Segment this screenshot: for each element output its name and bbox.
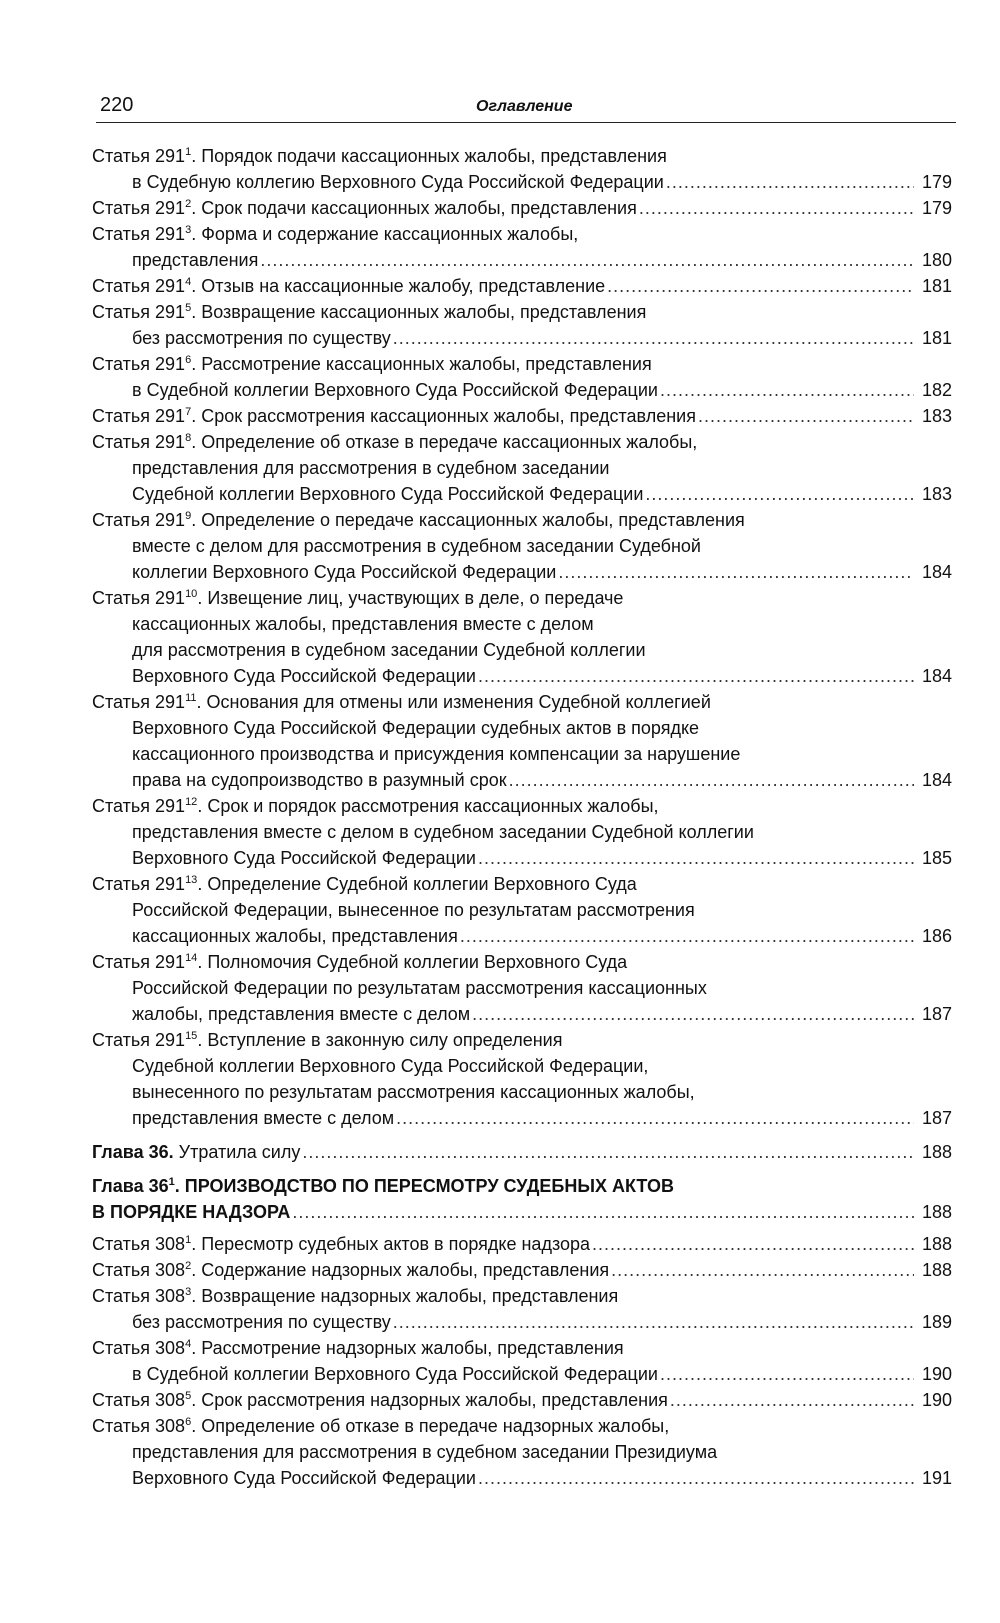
page-ref: 181 (921, 276, 952, 296)
article-title-line: Верховного Суда Российской Федерации судебных актов в порядке (132, 718, 700, 738)
article-sup: 4 (185, 276, 192, 288)
toc-entry[interactable]: Статья $291^8$. Определение об отказе в передаче кассационных жалобы, представления для рассмотрения в судебном заседании Судебной коллегии Верховного Суда Российской Федерации ..... 183 (92, 429, 952, 507)
chapter-title-line-2: В ПОРЯДКЕ НАДЗОРА (92, 1202, 291, 1222)
leader-dots (592, 1231, 914, 1257)
leader-dots (478, 845, 914, 871)
article-label: Статья 308 (92, 1416, 186, 1436)
page-ref: 187 (921, 1004, 952, 1024)
page-ref: 181 (921, 328, 952, 348)
article-title-line: Вступление в законную силу определения (207, 1030, 563, 1050)
article-sup: 3 (185, 224, 192, 236)
chapter-title-line-1: . ПРОИЗВОДСТВО ПО ПЕРЕСМОТРУ СУДЕБНЫХ АКТОВ (174, 1176, 674, 1196)
article-label: Статья 291 (92, 224, 186, 244)
article-title-line: Определение Судебной коллегии Верховного Суда (207, 874, 637, 894)
toc-entry[interactable]: Статья $291^{10}$. Извещение лиц, участвующих в деле, о передаче кассационных жалобы, представления вместе с делом для рассмотрения в судебном заседании Судебной коллегии Верховного Суда Российской Федерации ..... 184 (92, 585, 952, 689)
article-title-line: представления (132, 250, 259, 270)
chapter-label: Глава 36. (92, 1142, 174, 1162)
article-label: Статья 291 (92, 1030, 186, 1050)
toc-entry[interactable]: Статья $308^4$. Рассмотрение надзорных жалобы, представления в Судебной коллегии Верховного Суда Российской Федерации ..... 190 (92, 1335, 952, 1387)
article-label: Статья 308 (92, 1286, 186, 1306)
page-ref: 183 (921, 484, 952, 504)
article-title-line: кассационных жалобы, представления вместе с делом (132, 614, 594, 634)
article-title-line: вынесенного по результатам рассмотрения кассационных жалобы, (132, 1082, 695, 1102)
article-title-line: Содержание надзорных жалобы, представления (201, 1260, 610, 1280)
article-sup: 11 (185, 692, 197, 704)
article-title-line: Судебной коллегии Верховного Суда Российской Федерации (132, 484, 644, 504)
article-title-line: Верховного Суда Российской Федерации (132, 666, 476, 686)
article-sup: 10 (185, 588, 198, 600)
article-title-line: жалобы, представления вместе с делом (132, 1004, 471, 1024)
article-label: Статья 291 (92, 796, 186, 816)
article-title-line: кассационного производства и присуждения компенсации за нарушение (132, 744, 741, 764)
article-sup: 2 (185, 1260, 192, 1272)
leader-dots (607, 273, 914, 299)
article-title-line: Возвращение надзорных жалобы, представления (201, 1286, 619, 1306)
article-label: Статья 291 (92, 146, 186, 166)
article-sup: 3 (185, 1286, 192, 1298)
article-label: Статья 291 (92, 276, 186, 296)
article-label: Статья 308 (92, 1260, 186, 1280)
article-label: Статья 308 (92, 1338, 186, 1358)
leader-dots (478, 663, 914, 689)
article-title-line: Срок и порядок рассмотрения кассационных жалобы, (207, 796, 659, 816)
leader-dots (393, 325, 914, 351)
article-title-line: Пересмотр судебных актов в порядке надзора (201, 1234, 591, 1254)
page-ref: 188 (921, 1202, 952, 1222)
page-ref: 191 (921, 1468, 952, 1488)
leader-dots (292, 1199, 914, 1225)
page-ref: 190 (921, 1364, 952, 1384)
article-title-line: права на судопроизводство в разумный срок (132, 770, 507, 790)
page-ref: 179 (921, 172, 952, 192)
article-title-line: Рассмотрение надзорных жалобы, представления (201, 1338, 624, 1358)
article-title-line: Полномочия Судебной коллегии Верховного Суда (207, 952, 628, 972)
page-header (96, 88, 956, 123)
article-title-line: Срок рассмотрения надзорных жалобы, представления (201, 1390, 668, 1410)
page-ref: 188 (921, 1260, 952, 1280)
article-sup: 5 (185, 1390, 192, 1402)
leader-dots (558, 559, 914, 585)
article-title-line: Срок подачи кассационных жалобы, представления (201, 198, 637, 218)
article-title-line: Определение об отказе в передаче надзорных жалобы, (201, 1416, 670, 1436)
article-title-line: Судебной коллегии Верховного Суда Российской Федерации, (132, 1056, 649, 1076)
page-ref: 189 (921, 1312, 952, 1332)
article-title-line: коллегии Верховного Суда Российской Федерации (132, 562, 557, 582)
leader-dots (472, 1001, 914, 1027)
article-title-line: Форма и содержание кассационных жалобы, (201, 224, 579, 244)
article-label: Статья 291 (92, 588, 186, 608)
article-title-line: без рассмотрения по существу (132, 1312, 391, 1332)
article-label: Статья 291 (92, 874, 186, 894)
article-title-line: Российской Федерации по результатам рассмотрения кассационных (132, 978, 707, 998)
article-title-line: Российской Федерации, вынесенное по результатам рассмотрения (132, 900, 695, 920)
chapter-36-1[interactable] (92, 1173, 952, 1225)
article-title-line: Основания для отмены или изменения Судебной коллегией (206, 692, 711, 712)
article-title-line: Рассмотрение кассационных жалобы, представления (201, 354, 652, 374)
leader-dots (698, 403, 914, 429)
table-of-contents (92, 143, 952, 1491)
article-label: Статья 291 (92, 692, 186, 712)
leader-dots (670, 1387, 914, 1413)
toc-entry[interactable]: Статья $291^7$. Срок рассмотрения кассационных жалобы, представления ..... 183 (92, 403, 952, 429)
page-ref: 182 (921, 380, 952, 400)
page-ref: 186 (921, 926, 952, 946)
article-sup: 6 (185, 354, 192, 366)
article-label: Статья 291 (92, 302, 186, 322)
toc-entry[interactable]: Статья $308^1$. Пересмотр судебных актов в порядке надзора ..... 188 (92, 1231, 952, 1257)
leader-dots (260, 247, 914, 273)
article-title-line: в Судебной коллегии Верховного Суда Российской Федерации (132, 380, 658, 400)
leader-dots (302, 1139, 914, 1165)
article-label: Статья 308 (92, 1390, 186, 1410)
article-title-line: в Судебной коллегии Верховного Суда Российской Федерации (132, 1364, 658, 1384)
article-title-line: Порядок подачи кассационных жалобы, представления (201, 146, 667, 166)
article-title-line: Определение об отказе в передаче кассационных жалобы, (201, 432, 698, 452)
chapter-sup: 1 (168, 1176, 175, 1188)
toc-entry[interactable]: Статья $291^9$. Определение о передаче кассационных жалобы, представления вместе с делом для рассмотрения в судебном заседании Судебной коллегии Верховного Суда Российской Федерации ..... 184 (92, 507, 952, 585)
article-label: Статья 291 (92, 432, 186, 452)
article-title-line: представления для рассмотрения в судебном заседании (132, 458, 610, 478)
toc-group-308 (92, 1231, 952, 1491)
chapter-label: Глава 36 (92, 1176, 169, 1196)
leader-dots (509, 767, 914, 793)
article-title-line: представления для рассмотрения в судебном заседании Президиума (132, 1442, 718, 1462)
article-title-line: Верховного Суда Российской Федерации (132, 1468, 476, 1488)
article-sup: 12 (185, 796, 198, 808)
page-ref: 183 (921, 406, 952, 426)
article-sup: 7 (185, 406, 192, 418)
article-sup: 13 (185, 874, 198, 886)
leader-dots (639, 195, 914, 221)
leader-dots (396, 1105, 914, 1131)
page-ref: 184 (921, 770, 952, 790)
leader-dots (393, 1309, 914, 1335)
toc-entry[interactable]: Статья $291^6$. Рассмотрение кассационных жалобы, представления в Судебной коллегии Верховного Суда Российской Федерации ..... 182 (92, 351, 952, 403)
article-title-line: Возвращение кассационных жалобы, представления (201, 302, 647, 322)
article-title-line: Отзыв на кассационные жалобу, представление (201, 276, 606, 296)
article-title-line: Верховного Суда Российской Федерации (132, 848, 476, 868)
article-sup: 9 (185, 510, 192, 522)
leader-dots (611, 1257, 914, 1283)
article-label: Статья 308 (92, 1234, 186, 1254)
article-label: Статья 291 (92, 198, 186, 218)
article-title-line: без рассмотрения по существу (132, 328, 391, 348)
toc-entry[interactable]: Статья $308^2$. Содержание надзорных жалобы, представления ..... 188 (92, 1257, 952, 1283)
page-ref: 179 (921, 198, 952, 218)
article-sup: 1 (185, 146, 192, 158)
leader-dots (660, 1361, 914, 1387)
chapter-title: Утратила силу (178, 1142, 301, 1162)
toc-entry[interactable]: Статья $291^{13}$. Определение Судебной коллегии Верховного Суда Российской Федерации, вынесенное по результатам рассмотрения кассационных жалобы, представления ..... 186 (92, 871, 952, 949)
toc-entry[interactable]: Статья $291^3$. Форма и содержание кассационных жалобы, представления ..... 180 (92, 221, 952, 273)
article-title-line: Определение о передаче кассационных жалобы, представления (201, 510, 745, 530)
article-sup: 8 (185, 432, 192, 444)
page-ref: 180 (921, 250, 952, 270)
toc-entry[interactable]: Статья $291^4$. Отзыв на кассационные жалобу, представление ..... 181 (92, 273, 952, 299)
leader-dots (478, 1465, 914, 1491)
article-sup: 1 (185, 1234, 192, 1246)
page-ref: 188 (921, 1142, 952, 1162)
article-title-line: представления вместе с делом в судебном заседании Судебной коллегии (132, 822, 754, 842)
article-sup: 2 (185, 198, 192, 210)
toc-entry[interactable]: Статья $291^1$. Порядок подачи кассационных жалобы, представления в Судебную коллегию Верховного Суда Российской Федерации ..... 179 (92, 143, 952, 195)
chapter-36[interactable] (92, 1139, 952, 1165)
leader-dots (660, 377, 914, 403)
header-title: Оглавление (476, 98, 573, 115)
page-ref: 184 (921, 666, 952, 686)
page-ref: 187 (921, 1108, 952, 1128)
toc-entry[interactable]: Статья $291^{15}$. Вступление в законную силу определения Судебной коллегии Верховного Суда Российской Федерации, вынесенного по результатам рассмотрения кассационных жалобы, представления вместе с делом ..... 187 (92, 1027, 952, 1131)
article-sup: 5 (185, 302, 192, 314)
article-title-line: вместе с делом для рассмотрения в судебном заседании Судебной (132, 536, 701, 556)
article-sup: 6 (185, 1416, 192, 1428)
article-label: Статья 291 (92, 510, 186, 530)
article-title-line: Извещение лиц, участвующих в деле, о передаче (207, 588, 624, 608)
article-label: Статья 291 (92, 406, 186, 426)
toc-entry[interactable]: Статья $308^3$. Возвращение надзорных жалобы, представления без рассмотрения по существу ..... 189 (92, 1283, 952, 1335)
toc-entry[interactable]: Статья $308^6$. Определение об отказе в передаче надзорных жалобы, представления для рассмотрения в судебном заседании Президиума Верховного Суда Российской Федерации ..... 191 (92, 1413, 952, 1491)
page-ref: 188 (921, 1234, 952, 1254)
toc-entry[interactable]: Статья $291^2$. Срок подачи кассационных жалобы, представления ..... 179 (92, 195, 952, 221)
article-title-line: Срок рассмотрения кассационных жалобы, представления (201, 406, 696, 426)
toc-group-291 (92, 143, 952, 1131)
page-ref: 184 (921, 562, 952, 582)
article-sup: 14 (185, 952, 198, 964)
leader-dots (460, 923, 914, 949)
article-title-line: представления вместе с делом (132, 1108, 395, 1128)
toc-entry[interactable]: Статья $291^{12}$. Срок и порядок рассмотрения кассационных жалобы, представления вместе с делом в судебном заседании Судебной коллегии Верховного Суда Российской Федерации ..... 185 (92, 793, 952, 871)
toc-entry[interactable]: Статья $291^{11}$. Основания для отмены или изменения Судебной коллегией Верховного Суда Российской Федерации судебных актов в порядке кассационного производства и присуждения компенсации за нарушение права на судопроизводство в разумный срок ..... 184 (92, 689, 952, 793)
article-sup: 15 (185, 1030, 198, 1042)
article-title-line: для рассмотрения в судебном заседании Судебной коллегии (132, 640, 646, 660)
leader-dots (645, 481, 914, 507)
article-title-line: кассационных жалобы, представления (132, 926, 458, 946)
page-ref: 190 (921, 1390, 952, 1410)
page-number: 220 (100, 94, 134, 116)
page-ref: 185 (921, 848, 952, 868)
article-label: Статья 291 (92, 952, 186, 972)
article-label: Статья 291 (92, 354, 186, 374)
article-title-line: в Судебную коллегию Верховного Суда Российской Федерации (132, 172, 664, 192)
leader-dots (666, 169, 914, 195)
article-sup: 4 (185, 1338, 192, 1350)
toc-entry[interactable]: Статья $308^5$. Срок рассмотрения надзорных жалобы, представления ..... 190 (92, 1387, 952, 1413)
toc-entry[interactable]: Статья $291^5$. Возвращение кассационных жалобы, представления без рассмотрения по существу ..... 181 (92, 299, 952, 351)
toc-entry[interactable]: Статья $291^{14}$. Полномочия Судебной коллегии Верховного Суда Российской Федерации по результатам рассмотрения кассационных жалобы, представления вместе с делом ..... 187 (92, 949, 952, 1027)
